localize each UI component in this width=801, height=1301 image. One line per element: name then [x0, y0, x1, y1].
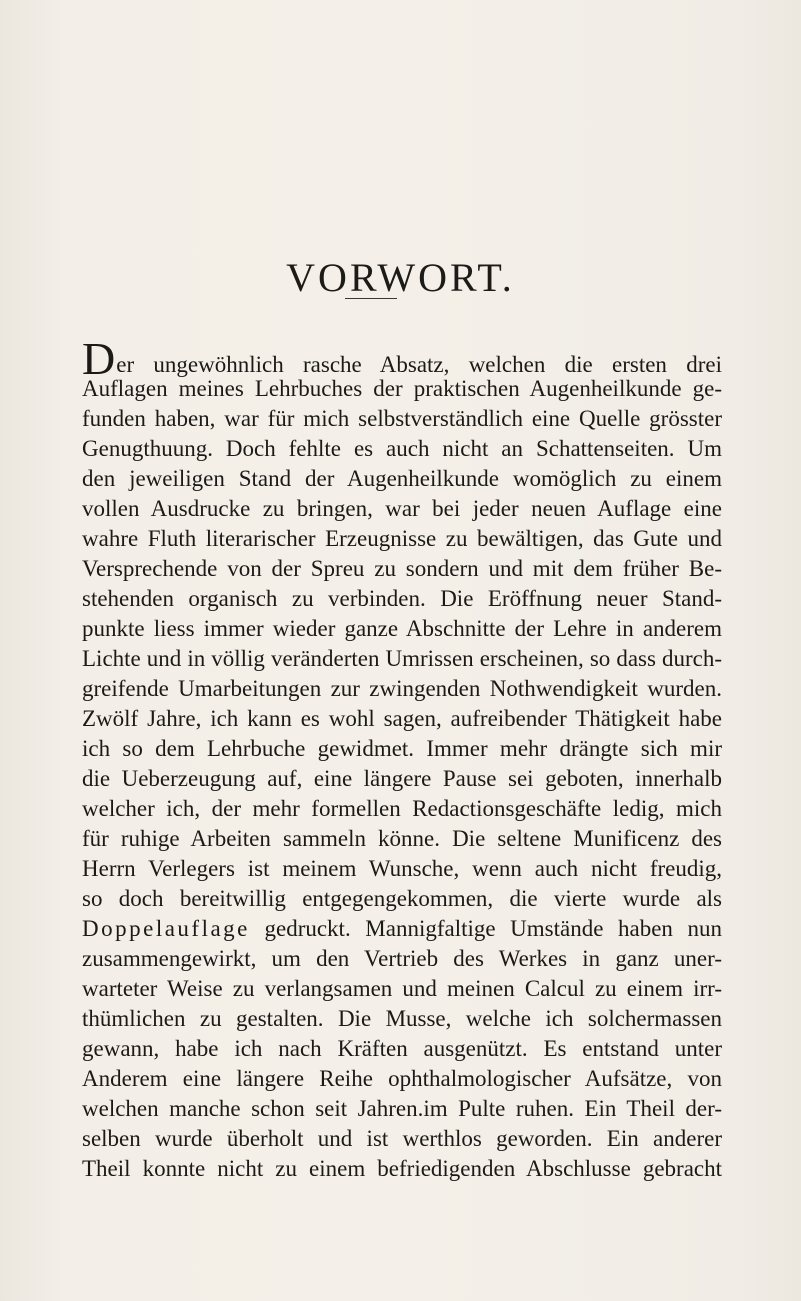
text-line: vollen Ausdrucke zu bringen, war bei jeder neuen Auflage eine	[82, 496, 722, 521]
text-line: die Ueberzeugung auf, eine längere Pause sei geboten, innerhalb	[82, 766, 722, 791]
text-line: Zwölf Jahre, ich kann es wohl sagen, aufreibender Thätigkeit habe	[82, 706, 722, 731]
text-line-spaced	[82, 914, 722, 944]
preface-text	[82, 333, 723, 1184]
first-line-text: er ungewöhnlich rasche Absatz, welchen die ersten drei	[116, 352, 722, 377]
text-line: Auflagen meines Lehrbuches der praktischen Augenheilkunde ge-	[82, 376, 722, 401]
spaced-line-text: gedruckt. Mannigfaltige Umstände haben nun	[264, 916, 723, 941]
text-line: für ruhige Arbeiten sammeln könne. Die seltene Munificenz des	[82, 826, 722, 851]
page-title: VORWORT.	[286, 255, 515, 300]
text-line: stehenden organisch zu verbinden. Die Eröffnung neuer Stand-	[82, 586, 722, 611]
text-line: Lichte und in völlig veränderten Umrissen erscheinen, so dass durch-	[82, 646, 722, 671]
text-line: ich so dem Lehrbuche gewidmet. Immer mehr drängte sich mir	[82, 736, 722, 761]
text-line: Versprechende von der Spreu zu sondern und mit dem früher Be-	[82, 556, 722, 581]
text-line: welchen manche schon seit Jahren.im Pulte ruhen. Ein Theil der-	[82, 1096, 722, 1121]
text-line-1	[82, 333, 722, 384]
text-line: den jeweiligen Stand der Augenheilkunde womöglich zu einem	[82, 466, 722, 491]
text-line: welcher ich, der mehr formellen Redactionsgeschäfte ledig, mich	[82, 796, 722, 821]
text-line: wahre Fluth literarischer Erzeugnisse zu bewältigen, das Gute und	[82, 526, 722, 551]
text-line: funden haben, war für mich selbstverständlich eine Quelle grösster	[82, 406, 722, 431]
text-line: Theil konnte nicht zu einem befriedigenden Abschlusse gebracht	[82, 1156, 722, 1181]
text-line: thümlichen zu gestalten. Die Musse, welche ich solchermassen	[82, 1006, 722, 1031]
drop-cap: D	[82, 333, 116, 384]
spaced-word: Doppelauflage	[82, 916, 250, 941]
title-rule	[345, 298, 397, 299]
text-line: warteter Weise zu verlangsamen und meinen Calcul zu einem irr-	[82, 976, 722, 1001]
text-line: Anderem eine längere Reihe ophthalmologischer Aufsätze, von	[82, 1066, 722, 1091]
text-line: zusammengewirkt, um den Vertrieb des Werkes in ganz uner-	[82, 946, 722, 971]
text-line: Herrn Verlegers ist meinem Wunsche, wenn auch nicht freudig,	[82, 856, 722, 881]
text-line: punkte liess immer wieder ganze Abschnitte der Lehre in anderem	[82, 616, 722, 641]
text-line: so doch bereitwillig entgegengekommen, die vierte wurde als	[82, 886, 722, 911]
text-line: greifende Umarbeitungen zur zwingenden Nothwendigkeit wurden.	[82, 676, 722, 701]
text-line: Genugthuung. Doch fehlte es auch nicht an Schattenseiten. Um	[82, 436, 722, 461]
text-line: selben wurde überholt und ist werthlos geworden. Ein anderer	[82, 1126, 722, 1151]
text-line: gewann, habe ich nach Kräften ausgenützt. Es entstand unter	[82, 1036, 722, 1061]
